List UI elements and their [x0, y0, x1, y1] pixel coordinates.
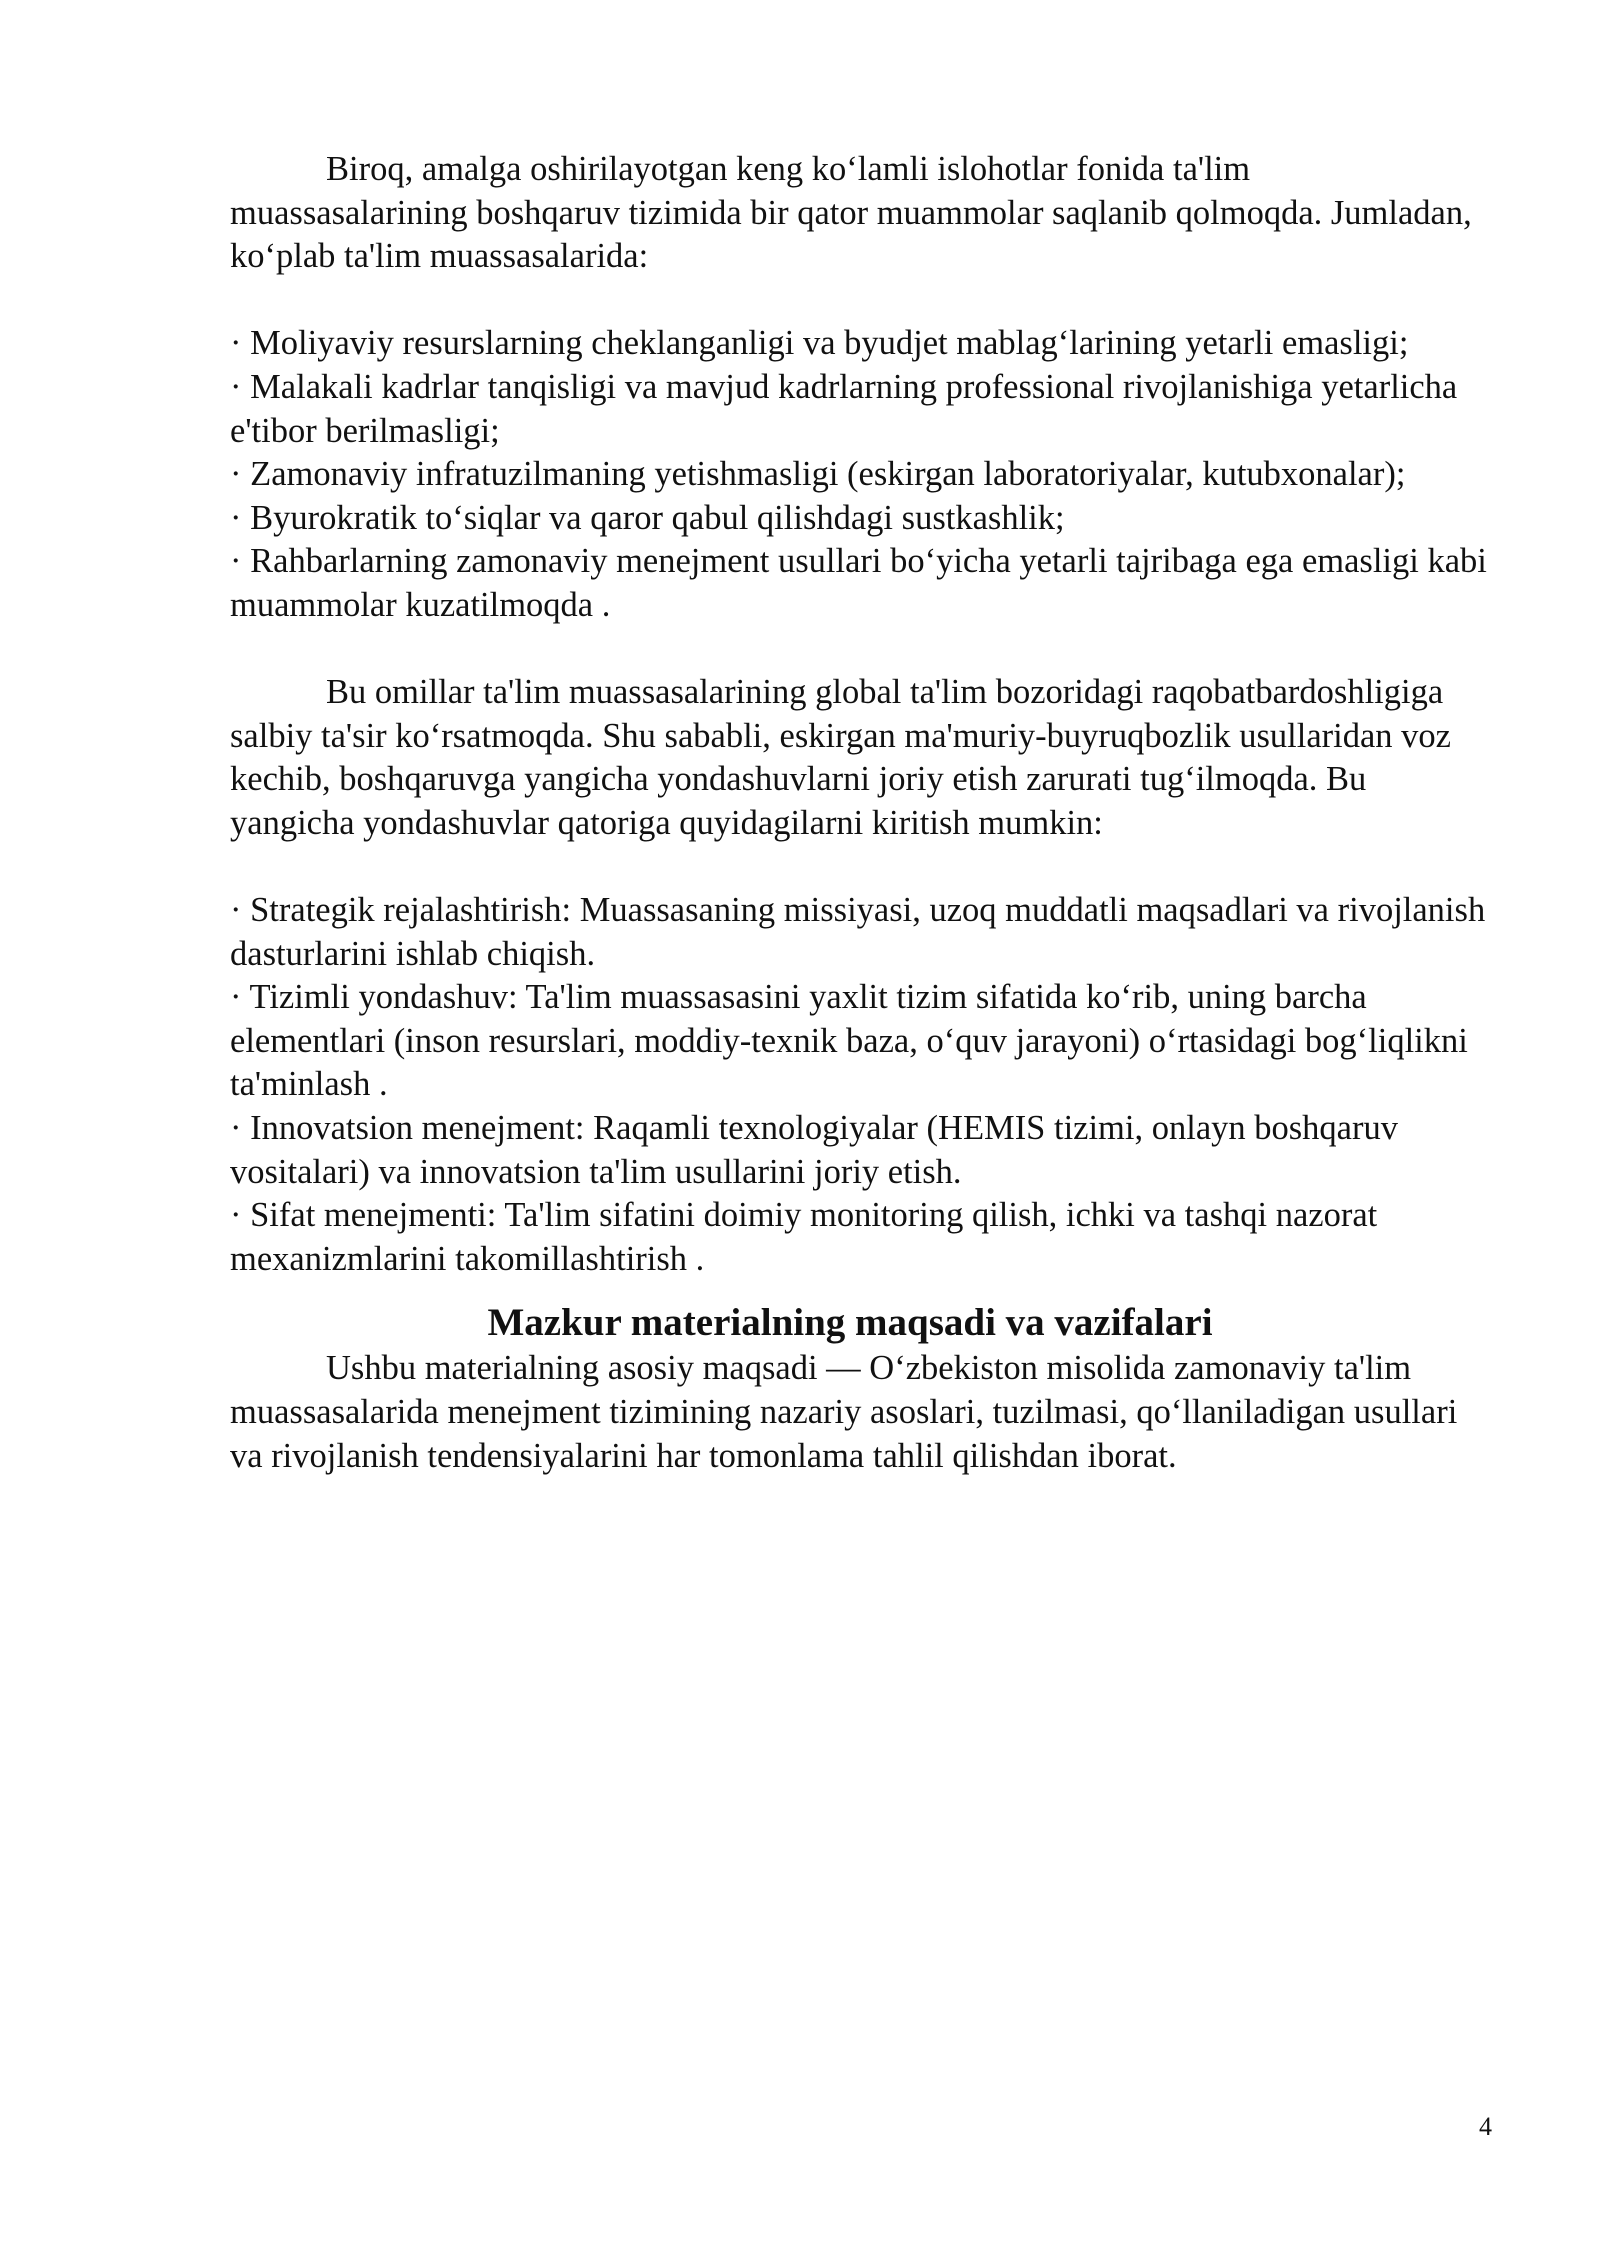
list-item: · Moliyaviy resurslarning cheklanganligi va byudjet mablag‘larining yetarli emasligi;: [230, 324, 1409, 363]
document-body: [230, 148, 1490, 1478]
list-item: · Innovatsion menejment: Raqamli texnologiyalar (HEMIS tizimi, onlayn boshqaruv vositalari) va innovatsion ta'lim usullarini joriy etish.: [230, 1109, 1398, 1191]
problems-list: [230, 322, 1490, 627]
spacer: [230, 628, 1490, 672]
spacer: [230, 279, 1490, 323]
list-item: · Strategik rejalashtirish: Muassasaning missiyasi, uzoq muddatli maqsadlari va rivojlanish dasturlarini ishlab chiqish.: [230, 891, 1486, 973]
list-item: · Zamonaviy infratuzilmaning yetishmasligi (eskirgan laboratoriyalar, kutubxonalar);: [230, 455, 1406, 494]
list-item: · Tizimli yondashuv: Ta'lim muassasasini yaxlit tizim sifatida ko‘rib, uning barcha elementlari (inson resurslari, moddiy-texnik baza, o‘quv jarayoni) o‘rtasidagi bog‘liqlikni ta'minlash .: [230, 978, 1468, 1104]
spacer: [230, 846, 1490, 890]
intro-paragraph: Biroq, amalga oshirilayotgan keng ko‘lamli islohotlar fonida ta'lim muassasalarining boshqaruv tizimida bir qator muammolar saqlanib qolmoqda. Jumladan, ko‘plab ta'lim muassasalarida:: [230, 150, 1472, 276]
section-paragraph: Ushbu materialning asosiy maqsadi — O‘zbekiston misolida zamonaviy ta'lim muassasalarida menejment tizimining nazariy asoslari, tuzilmasi, qo‘llaniladigan usullari va rivojlanish tendensiyalarini har tomonlama tahlil qilishdan iborat.: [230, 1349, 1458, 1475]
factors-paragraph: Bu omillar ta'lim muassasalarining global ta'lim bozoridagi raqobatbardoshligiga salbiy ta'sir ko‘rsatmoqda. Shu sababli, eskirgan ma'muriy-buyruqbozlik usullaridan voz kechib, boshqaruvga yangicha yondashuvlarni joriy etish zarurati tug‘ilmoqda. Bu yangicha yondashuvlar qatoriga quyidagilarni kiritish mumkin:: [230, 673, 1451, 842]
list-item: · Rahbarlarning zamonaviy menejment usullari bo‘yicha yetarli tajribaga ega emasligi kabi muammolar kuzatilmoqda .: [230, 542, 1487, 624]
approaches-list: [230, 889, 1490, 1281]
list-item: · Byurokratik to‘siqlar va qaror qabul qilishdagi sustkashlik;: [230, 498, 1065, 537]
list-item: · Sifat menejmenti: Ta'lim sifatini doimiy monitoring qilish, ichki va tashqi nazorat mexanizmlarini takomillashtirish .: [230, 1196, 1378, 1278]
page-number: 4: [1479, 2112, 1492, 2141]
list-item: · Malakali kadrlar tanqisligi va mavjud kadrlarning professional rivojlanishiga yetarlicha e'tibor berilmasligi;: [230, 367, 1458, 450]
section-heading: Mazkur materialning maqsadi va vazifalari: [487, 1301, 1213, 1345]
